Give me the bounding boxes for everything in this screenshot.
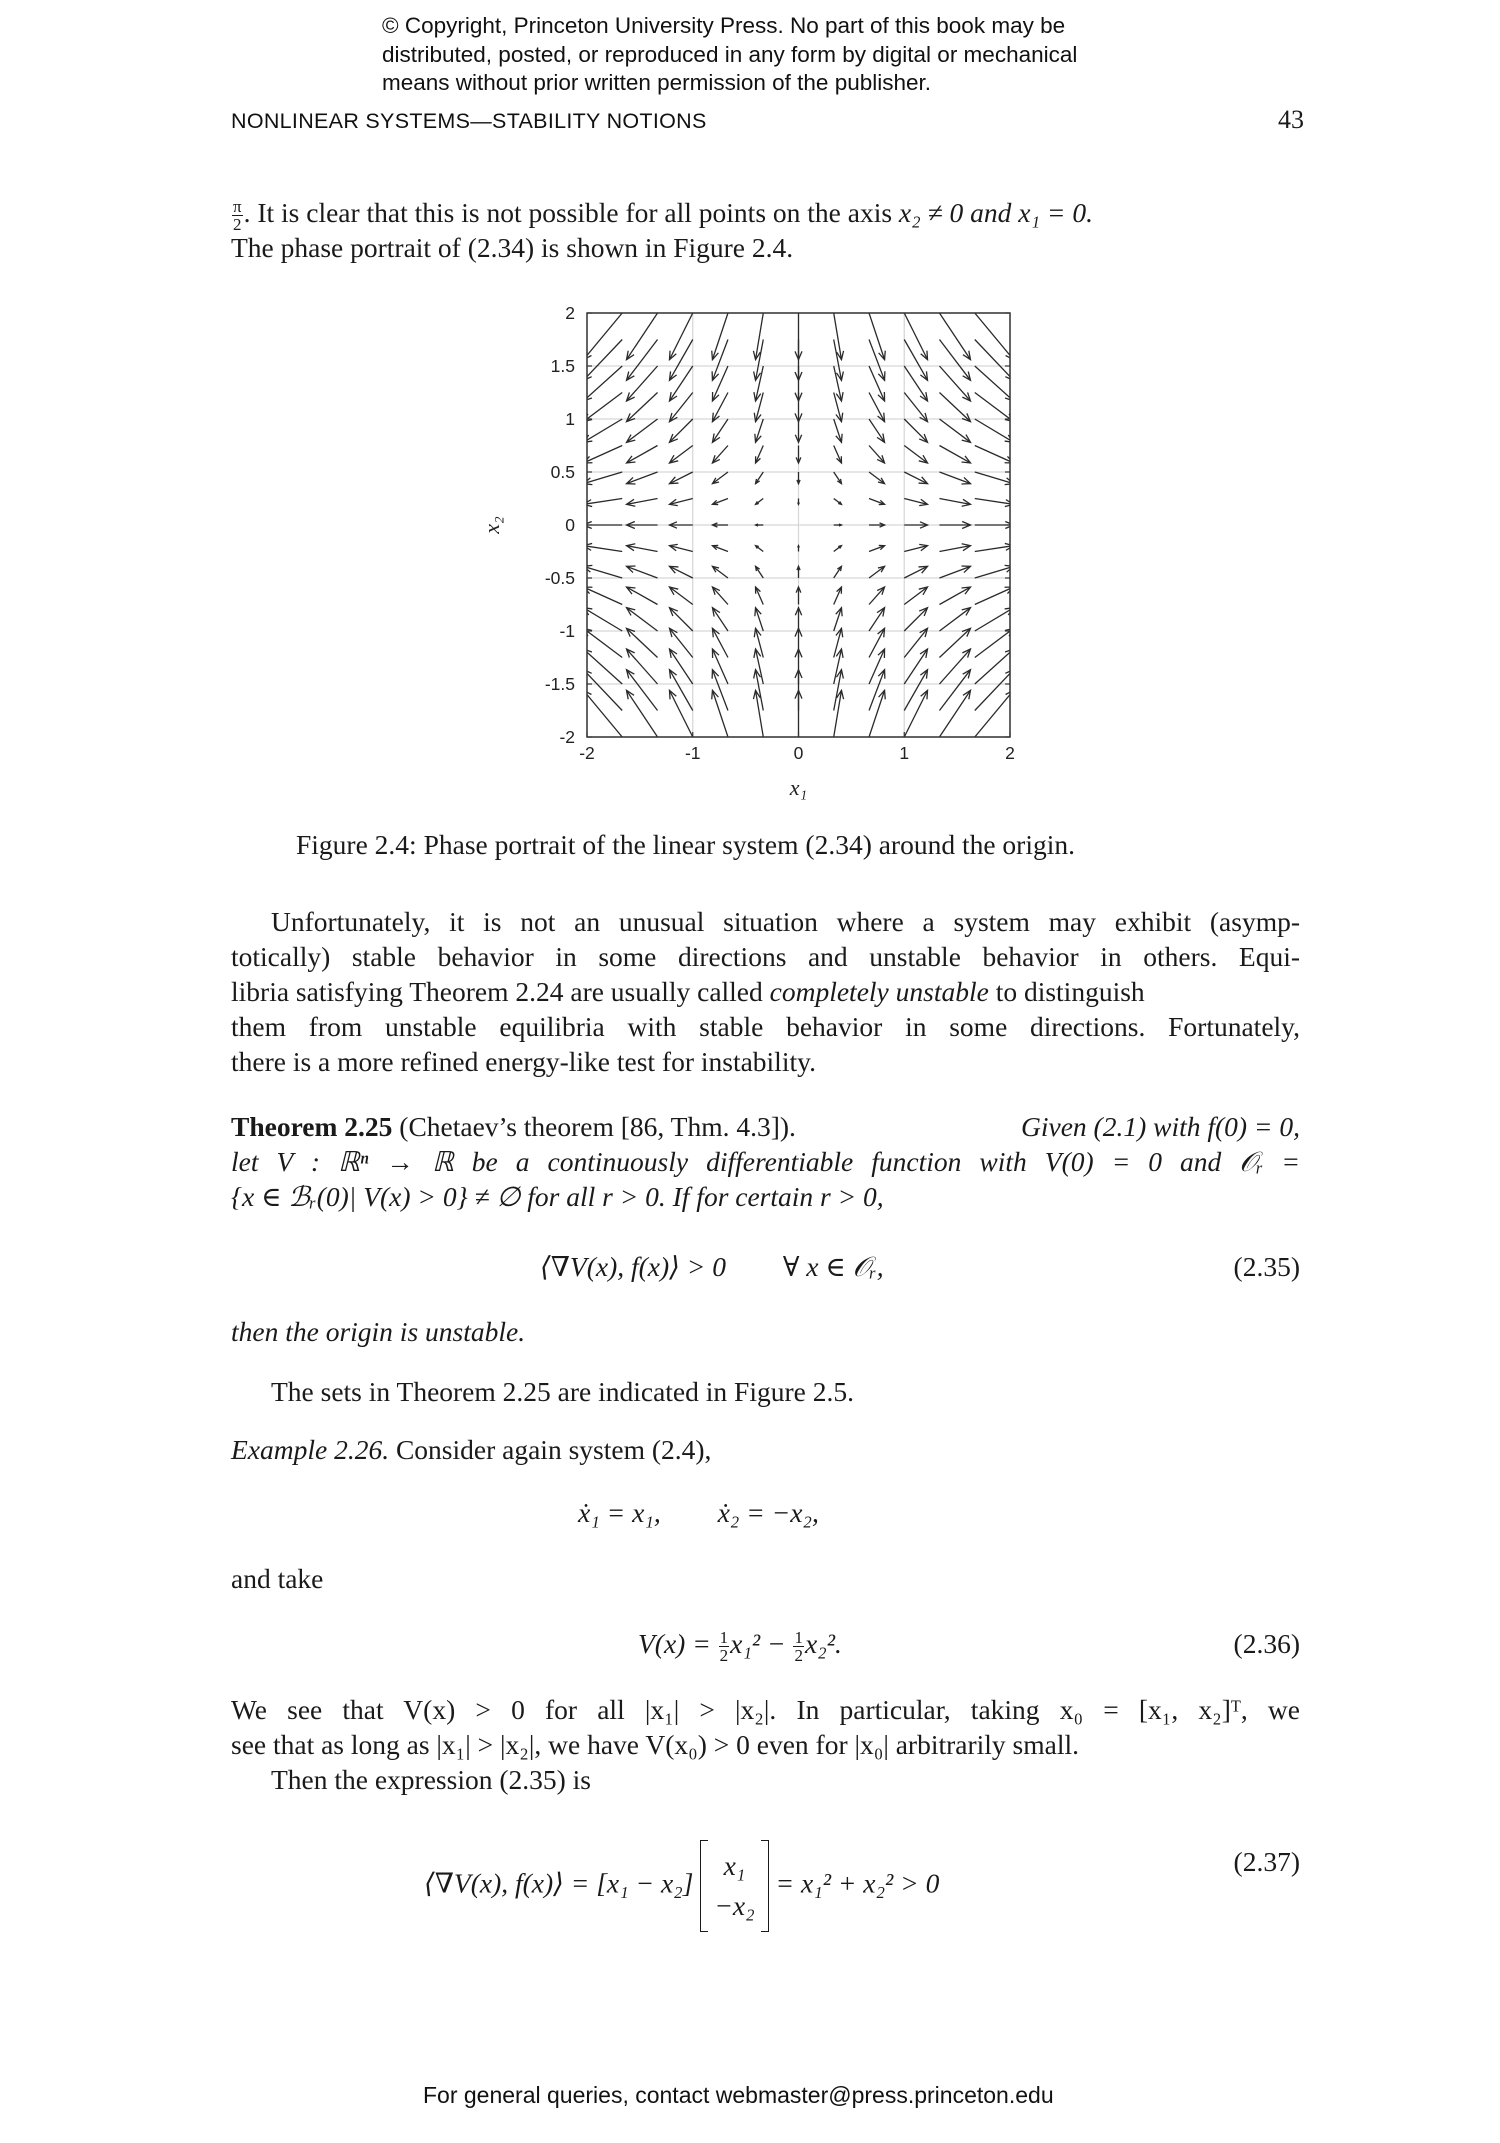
vector-arrow (975, 649, 1014, 684)
example-para-line-2: see that as long as |x₁| > |x₂|, we have V(x₀) > 0 even for |x₀| arbitrarily small. (231, 1729, 1079, 1760)
vector-arrow (939, 472, 970, 484)
arrow-head (669, 670, 676, 679)
equation-2-35: ⟨∇V(x), f(x)⟩ > 0 ∀ x ∈ 𝒪ᵣ, (540, 1251, 884, 1282)
vector-arrow (627, 566, 658, 578)
y-tick-label: 1 (565, 409, 575, 429)
vector-arrow (583, 313, 622, 360)
arrow-head (920, 392, 928, 401)
vector-arrow (712, 472, 728, 484)
vector-arrow (939, 313, 970, 360)
vector-arrow (904, 446, 927, 463)
vector-arrow (540, 546, 587, 552)
vector-arrow (869, 587, 885, 604)
vector-arrow (834, 446, 842, 463)
arrow-head (540, 478, 549, 485)
vector-arrow (869, 313, 885, 360)
vector-arrow (1010, 546, 1040, 552)
arrow-head (963, 351, 971, 360)
x-tick-label: -1 (684, 743, 701, 763)
vector-arrow (1010, 393, 1040, 422)
vector-arrow (1010, 587, 1040, 604)
arrow-head (540, 649, 549, 657)
vector-arrow (712, 419, 728, 442)
equation-2-36: V(x) = $\frac{1}{2}$ x₁² − $\frac{1}{2}$ x₂². (638, 1628, 842, 1666)
vector-arrow (869, 566, 885, 578)
vector-arrow (939, 340, 970, 381)
vector-arrow (669, 472, 692, 484)
vector-arrow (939, 670, 970, 711)
arrow-head (540, 435, 549, 442)
vector-arrow (669, 446, 692, 463)
example-label: Example 2.26. (231, 1434, 390, 1465)
y-axis-label: x₂ (480, 516, 504, 534)
equation-2-37: ⟨∇V(x), f(x)⟩ = [x₁ − x₂] x₁ −x₂ = x₁² + x₂² > 0 (424, 1846, 939, 1926)
vector-arrow (1010, 628, 1040, 657)
vector-arrow (583, 649, 622, 684)
arrow-head (877, 433, 885, 442)
vector-arrow (712, 446, 728, 463)
y-tick-label: -1.5 (544, 674, 575, 694)
arrow-head (877, 608, 885, 617)
vector-arrow (975, 313, 1014, 360)
vector-arrow (627, 670, 658, 711)
system-equations: ẋ₁ = x₁, ẋ₂ = −x₂, (578, 1497, 819, 1528)
vector-arrow (869, 340, 885, 381)
vector-arrow (756, 566, 764, 578)
intro-line-1: $\frac{\pi}{2}$ . It is clear that this is not possible for all points on the axis x₂ ≠ 0 and x₁ = 0. (233, 197, 1093, 235)
vector-arrow (712, 340, 728, 381)
theorem-line-3: {x ∈ ℬᵣ(0)| V(x) > 0} ≠ ∅ for all r > 0. If for certain r > 0, (231, 1181, 884, 1212)
vector-arrow (627, 419, 658, 442)
arrow-head (540, 372, 549, 380)
arrow-head (540, 457, 549, 464)
para2: The sets in Theorem 2.25 are indicated in Figure 2.5. (271, 1376, 854, 1407)
arrow-head (669, 392, 677, 401)
arrow-head (540, 351, 548, 359)
vector-arrow (712, 690, 728, 737)
vector-arrow (583, 690, 622, 737)
vector-arrow (756, 472, 764, 484)
vector-arrow (627, 649, 658, 684)
vector-arrow (1010, 670, 1040, 711)
x-tick-label: 0 (793, 743, 804, 763)
vector-arrow (904, 670, 927, 711)
vector-arrow (583, 566, 622, 578)
theorem-line-2: let V : ℝⁿ → ℝ be a continuously differentiable function with V(0) = 0 and 𝒪ᵣ = (231, 1146, 1300, 1177)
footer-contact: For general queries, contact webmaster@press.princeton.edu (423, 2082, 1054, 2108)
vector-arrow (540, 419, 587, 442)
theorem-attribution: (Chetaev’s theorem [86, Thm. 4.3]). (399, 1111, 796, 1142)
vector-arrow (583, 608, 622, 631)
vector-arrow (975, 670, 1014, 711)
vector-arrow (869, 690, 885, 737)
vector-arrow (669, 419, 692, 442)
vector-arrow (756, 587, 764, 604)
vector-arrow (869, 446, 885, 463)
vector-arrow (939, 566, 970, 578)
arrow-head (627, 690, 635, 699)
equation-number-2-37: (2.37) (1233, 1846, 1300, 1877)
vector-arrow (540, 393, 587, 422)
vector-arrow (869, 419, 885, 442)
vector-arrow (1010, 366, 1040, 401)
vector-arrow (975, 340, 1014, 381)
arrow-head (540, 414, 549, 421)
vector-arrow (975, 608, 1014, 631)
vector-arrow (939, 446, 970, 463)
arrow-head (627, 351, 635, 360)
para1-line-2: totically) stable behavior in some directions and unstable behavior in others. Equi- (231, 941, 1300, 972)
vector-arrow (627, 313, 658, 360)
vector-arrow (939, 366, 970, 401)
vector-arrow (1010, 608, 1040, 631)
vector-arrow (583, 366, 622, 401)
vector-arrow (975, 419, 1014, 442)
pi-over-two-fraction: $\frac{\pi}{2}$ (233, 197, 242, 235)
emphasis-completely-unstable: completely unstable (769, 976, 989, 1007)
vector-arrow (904, 587, 927, 604)
vector-arrow (939, 587, 970, 604)
arrow-head (798, 502, 800, 504)
arrow-head (963, 690, 971, 699)
copyright-notice (382, 12, 1282, 98)
intro-line-2: The phase portrait of (2.34) is shown in Figure 2.4. (231, 232, 794, 263)
arrow-head (798, 546, 800, 548)
vector-arrow (756, 446, 764, 463)
phase-portrait-figure (480, 290, 1040, 810)
arrow-head (1005, 608, 1014, 615)
vector-arrow (1010, 313, 1040, 360)
vector-arrow (939, 690, 970, 737)
vector-arrow (1010, 566, 1040, 578)
vector-arrow (669, 366, 692, 401)
vector-arrow (869, 670, 885, 711)
vector-arrow (669, 340, 692, 381)
vector-arrow (712, 608, 728, 631)
para1-line-5: there is a more refined energy-like test for instability. (231, 1046, 816, 1077)
theorem-label: Theorem 2.25 (231, 1111, 393, 1142)
x-axis-label: x₁ (789, 775, 808, 800)
vector-arrow (1010, 419, 1040, 442)
equation-number-2-35: (2.35) (1233, 1251, 1300, 1282)
vector-arrow (975, 393, 1014, 422)
copyright-line-3: means without prior written permission of the publisher. (382, 70, 932, 95)
vector-arrow (939, 649, 970, 684)
vector-arrow (583, 587, 622, 604)
vector-arrow (583, 628, 622, 657)
vector-arrow (627, 340, 658, 381)
example-line: Example 2.26. Consider again system (2.4), (231, 1434, 712, 1465)
vector-arrow (712, 313, 728, 360)
theorem-conclusion: then the origin is unstable. (231, 1316, 526, 1347)
arrow-head (712, 608, 720, 617)
copyright-line-1: © Copyright, Princeton University Press. No part of this book may be (382, 13, 1066, 38)
y-tick-label: -2 (559, 727, 575, 747)
x-tick-label: -2 (579, 743, 595, 763)
vector-arrow (712, 587, 728, 604)
arrow-head (540, 500, 549, 507)
vector-arrow (712, 566, 728, 578)
arrow-head (540, 543, 549, 550)
vector-arrow (583, 446, 622, 463)
vector-arrow (627, 472, 658, 484)
figure-caption: Figure 2.4: Phase portrait of the linear system (2.34) around the origin. (296, 829, 1075, 860)
example-para-line-1: We see that V(x) > 0 for all |x₁| > |x₂|. In particular, taking x₀ = [x₁, x₂]ᵀ, we (231, 1694, 1300, 1725)
vector-arrow (540, 499, 587, 505)
arrow-head (583, 608, 592, 615)
vector-arrow (627, 446, 658, 463)
y-tick-label: 0.5 (550, 462, 575, 482)
arrow-head (1005, 435, 1014, 442)
vector-arrow (627, 628, 658, 657)
vector-arrow (583, 472, 622, 484)
arrow-head (540, 628, 549, 635)
vector-arrow (583, 670, 622, 711)
and-take: and take (231, 1563, 324, 1594)
vector-arrow (904, 566, 927, 578)
arrow-head (540, 521, 548, 528)
arrow-head (669, 371, 676, 380)
vector-arrow (904, 472, 927, 484)
vector-arrow (1010, 690, 1040, 737)
vector-arrow (975, 690, 1014, 737)
vector-arrow (1010, 446, 1040, 463)
vector-arrow (669, 649, 692, 684)
column-vector: x₁ −x₂ (700, 1846, 768, 1926)
vector-arrow (669, 566, 692, 578)
para1-line-3: libria satisfying Theorem 2.24 are usually called completely unstable to distinguish (231, 976, 1145, 1007)
para1-line-1: Unfortunately, it is not an unusual situation where a system may exhibit (asymp- (271, 906, 1300, 937)
example-para-line-3: Then the expression (2.35) is (271, 1764, 591, 1795)
vector-arrow (975, 628, 1014, 657)
vector-arrow (627, 393, 658, 422)
equation-number-2-36: (2.36) (1233, 1628, 1300, 1659)
arrow-head (920, 371, 927, 380)
vector-arrow (669, 608, 692, 631)
vector-arrow (540, 313, 587, 360)
vector-arrow (669, 587, 692, 604)
copyright-line-2: distributed, posted, or reproduced in any form by digital or mechanical (382, 41, 1078, 67)
vector-arrow (627, 587, 658, 604)
vector-arrow (583, 419, 622, 442)
y-tick-label: 2 (565, 303, 575, 323)
vector-arrow (583, 340, 622, 381)
vector-arrow (904, 313, 927, 360)
vector-arrow (904, 690, 927, 737)
vector-arrow (975, 366, 1014, 401)
vector-arrow (627, 608, 658, 631)
vector-arrow (1010, 472, 1040, 484)
arrow-head (540, 608, 549, 615)
vector-arrow (904, 419, 927, 442)
vector-arrow (975, 446, 1014, 463)
theorem-line-1: Theorem 2.25 (Chetaev’s theorem [86, Thm. 4.3]). Given (2.1) with f(0) = 0, (231, 1111, 1300, 1142)
vector-arrow (627, 690, 658, 737)
arrow-head (712, 433, 720, 442)
vector-arrow (834, 566, 842, 578)
para1-line-4: them from unstable equilibria with stable behavior in some directions. Fortunately, (231, 1011, 1300, 1042)
arrow-head (920, 649, 928, 658)
vector-arrow (939, 608, 970, 631)
vector-arrow (975, 472, 1014, 484)
x-tick-label: 2 (1005, 743, 1015, 763)
vector-arrow (904, 366, 927, 401)
vector-arrow (904, 340, 927, 381)
vector-arrow (834, 472, 842, 484)
vector-arrow (627, 366, 658, 401)
vector-arrow (540, 446, 587, 463)
vector-arrow (869, 608, 885, 631)
vector-arrow (904, 608, 927, 631)
vector-arrow (1010, 499, 1040, 505)
page-number: 43 (1278, 105, 1304, 134)
y-tick-label: -0.5 (544, 568, 575, 588)
vector-arrow (939, 419, 970, 442)
vector-arrow (712, 670, 728, 711)
quiver-plot (480, 290, 1040, 810)
vector-arrow (975, 566, 1014, 578)
y-tick-label: 1.5 (550, 356, 575, 376)
vector-arrow (540, 587, 587, 604)
vector-arrow (904, 649, 927, 684)
vector-arrow (939, 628, 970, 657)
vector-arrow (939, 393, 970, 422)
vector-arrow (669, 313, 692, 360)
arrow-head (583, 435, 592, 442)
running-head: NONLINEAR SYSTEMS—STABILITY NOTIONS (231, 109, 707, 133)
vector-arrow (1010, 649, 1040, 684)
y-tick-label: 0 (565, 515, 575, 535)
vector-arrow (1010, 340, 1040, 381)
vector-arrow (869, 472, 885, 484)
vector-arrow (834, 587, 842, 604)
arrow-head (920, 670, 927, 679)
vector-arrow (583, 393, 622, 422)
y-tick-label: -1 (559, 621, 575, 641)
arrow-head (540, 393, 549, 401)
arrow-head (669, 649, 677, 658)
vector-arrow (975, 587, 1014, 604)
x-tick-label: 1 (899, 743, 910, 763)
vector-arrow (669, 670, 692, 711)
vector-arrow (669, 690, 692, 737)
